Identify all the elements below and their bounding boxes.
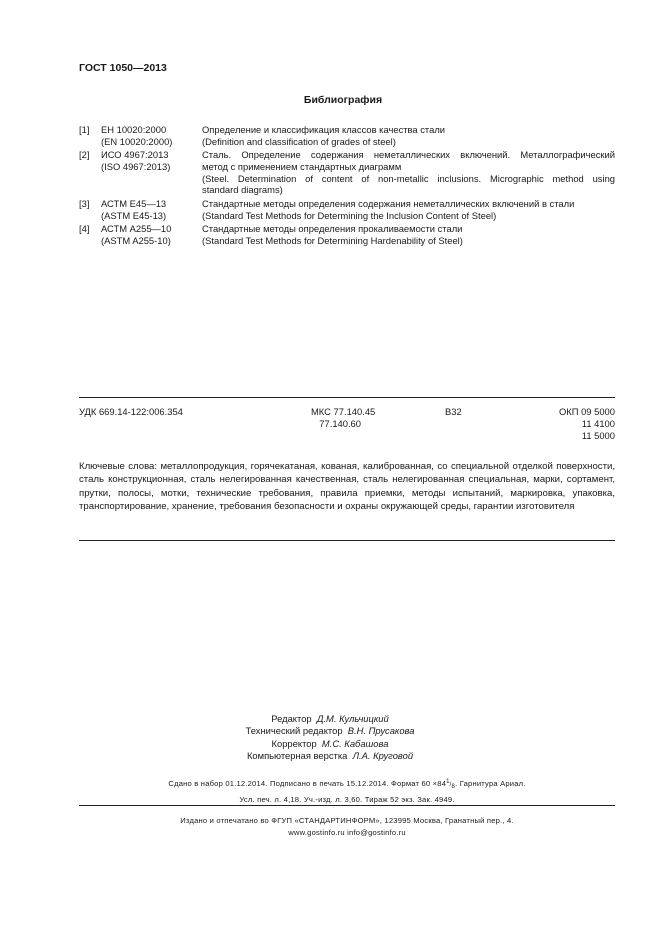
credit-role: Технический редактор <box>245 725 343 737</box>
standard-code: АСТМ Е45—13 <box>101 197 167 209</box>
description-line: (Definition and classification of grades of steel) <box>202 135 396 147</box>
entry-description <box>202 124 615 148</box>
credit-name: Д.М. Кульчицкий <box>316 713 389 724</box>
entry-standard <box>101 124 202 148</box>
entry-description <box>202 198 615 222</box>
standard-code-en: (ASTM E45-13) <box>101 209 167 221</box>
print-info <box>79 776 615 806</box>
description-line: метод с применением стандартных диаграмм <box>202 160 402 172</box>
mks-codes <box>311 406 376 430</box>
divider-line <box>79 805 615 806</box>
description-line: (Steel. Determination of content of non-metallic inclusions. Micrographic method using <box>202 172 615 184</box>
entry-number: [3] <box>79 197 90 209</box>
credit-line <box>200 713 460 725</box>
entry-description <box>202 223 615 247</box>
print-info-text: Сдано в набор 01.12.2014. Подписано в печать 15.12.2014. Формат 60 ×84 <box>168 779 447 788</box>
print-info-line: Сдано в набор 01.12.2014. Подписано в печать 15.12.2014. Формат $60 \times 84^1/_8$. Гарнитура Ариал. <box>168 779 526 790</box>
format-fraction-denominator: 8 <box>451 784 456 790</box>
standard-code-en: (ISO 4967:2013) <box>101 160 171 172</box>
udk-code: УДК 669.14-122:006.354 <box>79 406 183 417</box>
document-code: ГОСТ 1050—2013 <box>79 62 167 74</box>
credit-line <box>200 750 460 762</box>
publisher-contacts: www.gostinfo.ru info@gostinfo.ru <box>288 827 406 837</box>
keywords-paragraph: Ключевые слова: металлопродукция, горячекатаная, кованая, калиброванная, со специальной отделкой поверхности, сталь конструкционная, сталь нелегированная качественная, сталь нелегированная специальная, марки, сортамент, прутки, полосы, мотки, технические требования, правила приемки, методы испытаний, маркировка, упаковка, транспортирование, хранение, требования безопасности и охраны окружающей среды, гарантии изготовителя <box>79 461 615 513</box>
credit-name: В.Н. Прусакова <box>347 725 415 737</box>
mks-code: 77.140.60 <box>319 418 361 430</box>
credit-name: Л.А. Круговой <box>352 750 414 762</box>
bibliography-entry <box>79 223 615 247</box>
standard-code-en: (EN 10020:2000) <box>101 135 173 147</box>
entry-standard <box>101 198 202 222</box>
description-line: standard diagrams) <box>202 184 283 196</box>
entry-number: [1] <box>79 124 90 135</box>
credit-role: Редактор <box>271 713 312 724</box>
publisher-address: Издано и отпечатано во ФГУП «СТАНДАРТИНФОРМ», 123995 Москва, Гранатный пер., 4. <box>180 816 514 825</box>
description-line: (Standard Test Methods for Determining Hardenability of Steel) <box>202 234 463 246</box>
credit-role: Компьютерная верстка <box>246 750 348 762</box>
bibliography-title: Библиография <box>303 94 383 106</box>
publisher-info <box>79 815 615 838</box>
standard-code-en: (ASTM A255-10) <box>101 234 171 246</box>
format-fraction-numerator: 1 <box>446 779 450 785</box>
mks-code: МКС 77.140.45 <box>311 406 376 417</box>
credit-line <box>200 725 460 737</box>
print-info-line: Усл. печ. л. 4,18. Уч.-изд. л. 3,60. Тираж 52 экз. Зак. 4949. <box>239 794 455 804</box>
bibliography-entry <box>79 198 615 222</box>
credits-block <box>200 713 460 763</box>
credit-role: Корректор <box>271 737 317 749</box>
entry-standard <box>101 149 202 196</box>
divider-line <box>79 397 615 398</box>
classification-row <box>79 406 615 446</box>
okp-code: ОКП 09 5000 <box>559 406 615 417</box>
print-info-text: . Гарнитура Ариал. <box>455 779 526 788</box>
description-line: (Standard Test Methods for Determining the Inclusion Content of Steel) <box>202 209 497 221</box>
okp-code: 11 5000 <box>581 430 615 442</box>
description-line: Стандартные методы определения содержания неметаллических включений в стали <box>202 197 575 209</box>
description-line: Определение и классификация классов качества стали <box>202 124 446 135</box>
okp-code: 11 4100 <box>581 418 615 430</box>
bibliography-entry <box>79 124 615 148</box>
entry-standard <box>101 223 202 247</box>
entry-number: [4] <box>79 222 90 234</box>
entry-description <box>202 149 615 196</box>
okp-codes <box>559 406 615 443</box>
credit-name: М.С. Кабашова <box>321 737 389 749</box>
bibliography-list <box>79 124 615 248</box>
bibliography-entry <box>79 149 615 196</box>
description-line: Стандартные методы определения прокаливаемости стали <box>202 222 463 234</box>
divider-line <box>79 540 615 541</box>
description-line: Сталь. Определение содержания неметаллических включений. Металлографический <box>202 149 615 161</box>
group-code: В32 <box>445 406 462 417</box>
standard-code: АСТМ А255—10 <box>101 222 172 234</box>
credit-line <box>200 738 460 750</box>
entry-number: [2] <box>79 149 90 161</box>
standard-code: ИСО 4967:2013 <box>101 149 169 161</box>
standard-code: ЕН 10020:2000 <box>101 124 167 135</box>
